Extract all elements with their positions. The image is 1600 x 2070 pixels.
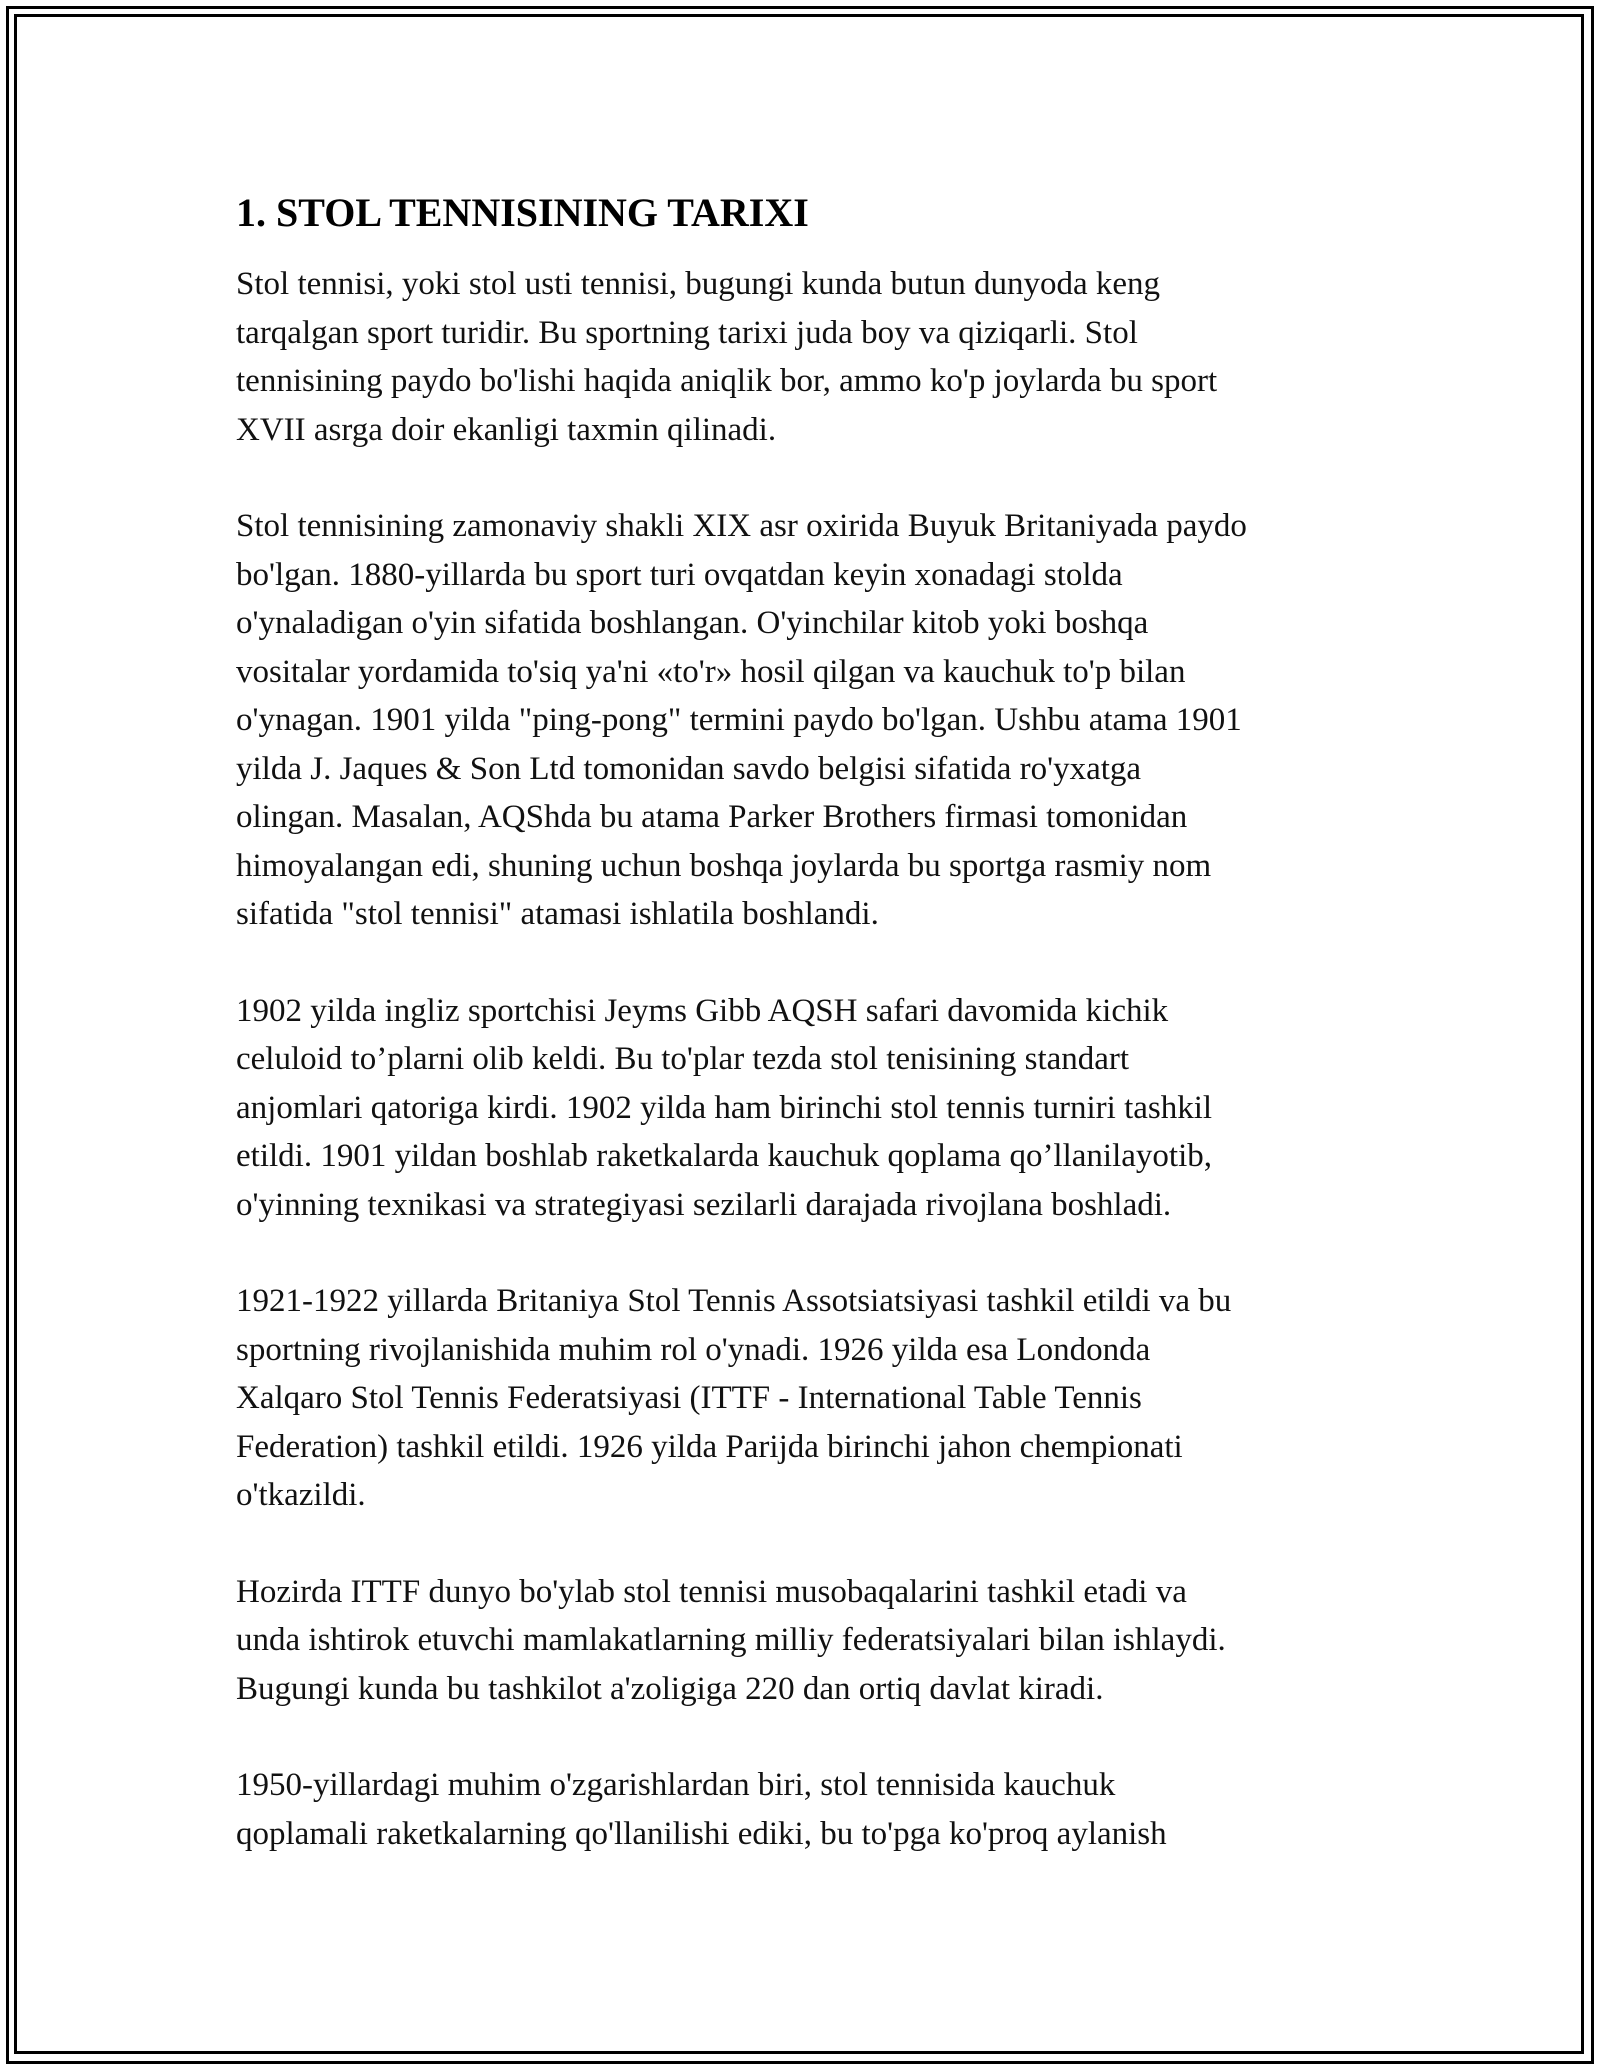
paragraph-line: olingan. Masalan, AQShda bu atama Parker Brothers firmasi tomonidan bbox=[236, 799, 1188, 835]
paragraph-line: himoyalangan edi, shuning uchun boshqa joylarda bu sportga rasmiy nom bbox=[236, 847, 1212, 884]
paragraph-line: tarqalgan sport turidir. Bu sportning tarixi juda boy va qiziqarli. Stol bbox=[236, 314, 1138, 351]
paragraph-line: etildi. 1901 yildan boshlab raketkalarda kauchuk qoplama qo’llanilayotib, bbox=[236, 1138, 1212, 1174]
paragraph-1 bbox=[236, 260, 1386, 454]
paragraph-3 bbox=[236, 987, 1386, 1230]
paragraph-line: Hozirda ITTF dunyo bo'ylab stol tennisi musobaqalarini tashkil etadi va bbox=[236, 1573, 1187, 1610]
paragraph-line: Stol tennisining zamonaviy shakli XIX asr oxirida Buyuk Britaniyada paydo bbox=[236, 508, 1247, 544]
paragraph-line: vositalar yordamida to'siq ya'ni «to'r» hosil qilgan va kauchuk to'p bilan bbox=[236, 653, 1186, 690]
paragraph-4 bbox=[236, 1277, 1386, 1520]
paragraph-line: 1902 yilda ingliz sportchisi Jeyms Gibb AQSH safari davomida kichik bbox=[236, 992, 1169, 1029]
paragraph-6 bbox=[236, 1761, 1386, 1858]
paragraph-line: unda ishtirok etuvchi mamlakatlarning milliy federatsiyalari bilan ishlaydi. bbox=[236, 1622, 1226, 1658]
paragraph-line: celuloid to’plarni olib keldi. Bu to'plar tezda stol tenisining standart bbox=[236, 1041, 1130, 1077]
paragraph-line: o'ynagan. 1901 yilda "ping-pong" termini paydo bo'lgan. Ushbu atama 1901 bbox=[236, 702, 1242, 738]
paragraph-line: 1921-1922 yillarda Britaniya Stol Tennis Assotsiatsiyasi tashkil etildi va bu bbox=[236, 1283, 1232, 1319]
paragraph-line: Xalqaro Stol Tennis Federatsiyasi (ITTF - International Table Tennis bbox=[236, 1380, 1142, 1416]
paragraph-5 bbox=[236, 1568, 1386, 1714]
section-heading: 1. STOL TENNISINING TARIXI bbox=[236, 190, 809, 235]
paragraph-line: bo'lgan. 1880-yillarda bu sport turi ovqatdan keyin xonadagi stolda bbox=[236, 556, 1123, 593]
paragraph-line: o'yinning texnikasi va strategiyasi sezilarli darajada rivojlana boshladi. bbox=[236, 1186, 1172, 1223]
paragraph-line: o'ynaladigan o'yin sifatida boshlangan. O'yinchilar kitob yoki boshqa bbox=[236, 605, 1149, 641]
paragraph-line: Stol tennisi, yoki stol usti tennisi, bugungi kunda butun dunyoda keng bbox=[236, 266, 1160, 302]
paragraph-line: yilda J. Jaques & Son Ltd tomonidan savdo belgisi sifatida ro'yxatga bbox=[236, 750, 1142, 787]
paragraph-line: sportning rivojlanishida muhim rol o'ynadi. 1926 yilda esa Londonda bbox=[236, 1331, 1151, 1368]
document-body bbox=[236, 188, 1386, 1906]
paragraph-line: Bugungi kunda bu tashkilot a'zoligiga 220 dan ortiq davlat kiradi. bbox=[236, 1670, 1104, 1707]
paragraph-line: anjomlari qatoriga kirdi. 1902 yilda ham birinchi stol tennis turniri tashkil bbox=[236, 1089, 1213, 1126]
paragraph-line: tennisining paydo bo'lishi haqida aniqlik bor, ammo ko'p joylarda bu sport bbox=[236, 363, 1218, 399]
paragraph-line: o'tkazildi. bbox=[236, 1477, 366, 1513]
paragraph-2 bbox=[236, 502, 1386, 939]
paragraph-line: sifatida "stol tennisi" atamasi ishlatila boshlandi. bbox=[236, 896, 879, 932]
paragraph-line: 1950-yillardagi muhim o'zgarishlardan biri, stol tennisida kauchuk bbox=[236, 1767, 1116, 1803]
paragraph-line: Federation) tashkil etildi. 1926 yilda Parijda birinchi jahon chempionati bbox=[236, 1428, 1183, 1465]
paragraph-line: XVII asrga doir ekanligi taxmin qilinadi. bbox=[236, 411, 777, 448]
paragraph-line: qoplamali raketkalarning qo'llanilishi ediki, bu to'pga ko'proq aylanish bbox=[236, 1815, 1167, 1852]
